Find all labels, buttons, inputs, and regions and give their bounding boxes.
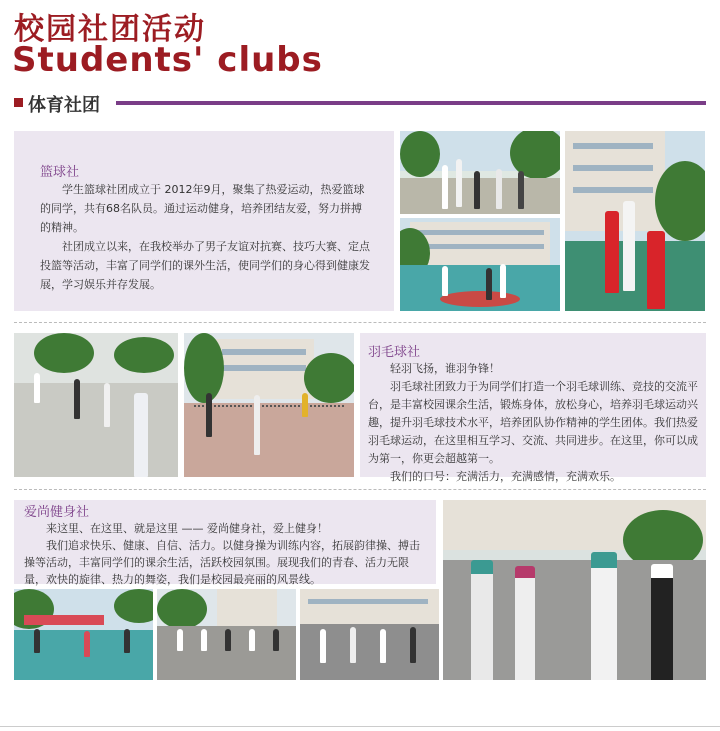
page-title-english: Students' clubs: [12, 40, 323, 80]
section-divider: [116, 101, 706, 105]
page-title-chinese: 校园社团活动: [14, 12, 206, 47]
basketball-title: 篮球社: [40, 165, 80, 180]
fitness-title: 爱尚健身社: [24, 505, 90, 520]
fitness-photo-1: [14, 589, 153, 680]
basketball-paragraph-1: 学生篮球社团成立于 2012年9月，聚集了热爱运动，热爱篮球的同学，共有68名队员。通过运动健身，培养团结友爱，努力拼搏的精神。: [40, 183, 365, 234]
fitness-photo-3: [300, 589, 439, 680]
badminton-paragraph-2: 羽毛球社团致力于为同学们打造一个羽毛球训练、竞技的交流平台，是丰富校园课余生活，锻炼身体，放松身心，培养羽毛球运动兴趣，提升羽毛球技术水平，培养团队协作精神的学生团体。我们热爱羽毛球运动，在这里相互学习、交流、共同进步。在这里，你可以成为第一，你更会超越第一。: [368, 380, 698, 465]
fitness-photo-2: [157, 589, 296, 680]
badminton-photo-2: [184, 333, 354, 477]
fitness-paragraph-2: 我们追求快乐、健康、自信、活力。以健身操为训练内容，拓展韵律操、搏击操等活动，丰富同学们的课余生活，活跃校园氛围。展现我们的青春、活力无限量，欢快的旋律、热力的舞姿，我们是校园最亮丽的风景线。: [24, 539, 420, 586]
badminton-paragraph-3: 我们的口号：充满活力，充满感情，充满欢乐。: [390, 470, 621, 483]
fitness-paragraph-1: 来这里、在这里、就是这里 —— 爱尚健身社，爱上健身！: [46, 522, 328, 535]
fitness-panel: [14, 500, 436, 584]
section-marker-icon: [14, 98, 23, 107]
basketball-photo-1: [400, 131, 560, 214]
divider: [14, 489, 706, 490]
divider: [14, 322, 706, 323]
basketball-panel: [14, 131, 394, 311]
badminton-panel: [360, 333, 706, 483]
badminton-paragraph-1: 轻羽飞扬，谁羽争锋！: [390, 362, 500, 375]
basketball-photo-3: [400, 218, 560, 311]
basketball-paragraph-2: 社团成立以来，在我校举办了男子友谊对抗赛、技巧大赛、定点投篮等活动，丰富了同学们的课外生活，使同学们的身心得到健康发展，学习娱乐并存发展。: [40, 240, 370, 291]
badminton-title: 羽毛球社: [368, 345, 421, 360]
section-header: [14, 91, 706, 115]
basketball-photo-2: [565, 131, 705, 311]
badminton-photo-1: [14, 333, 178, 477]
section-label: 体育社团: [28, 95, 100, 116]
fitness-photo-4: [443, 500, 706, 680]
page-bottom-rule: [0, 726, 720, 727]
